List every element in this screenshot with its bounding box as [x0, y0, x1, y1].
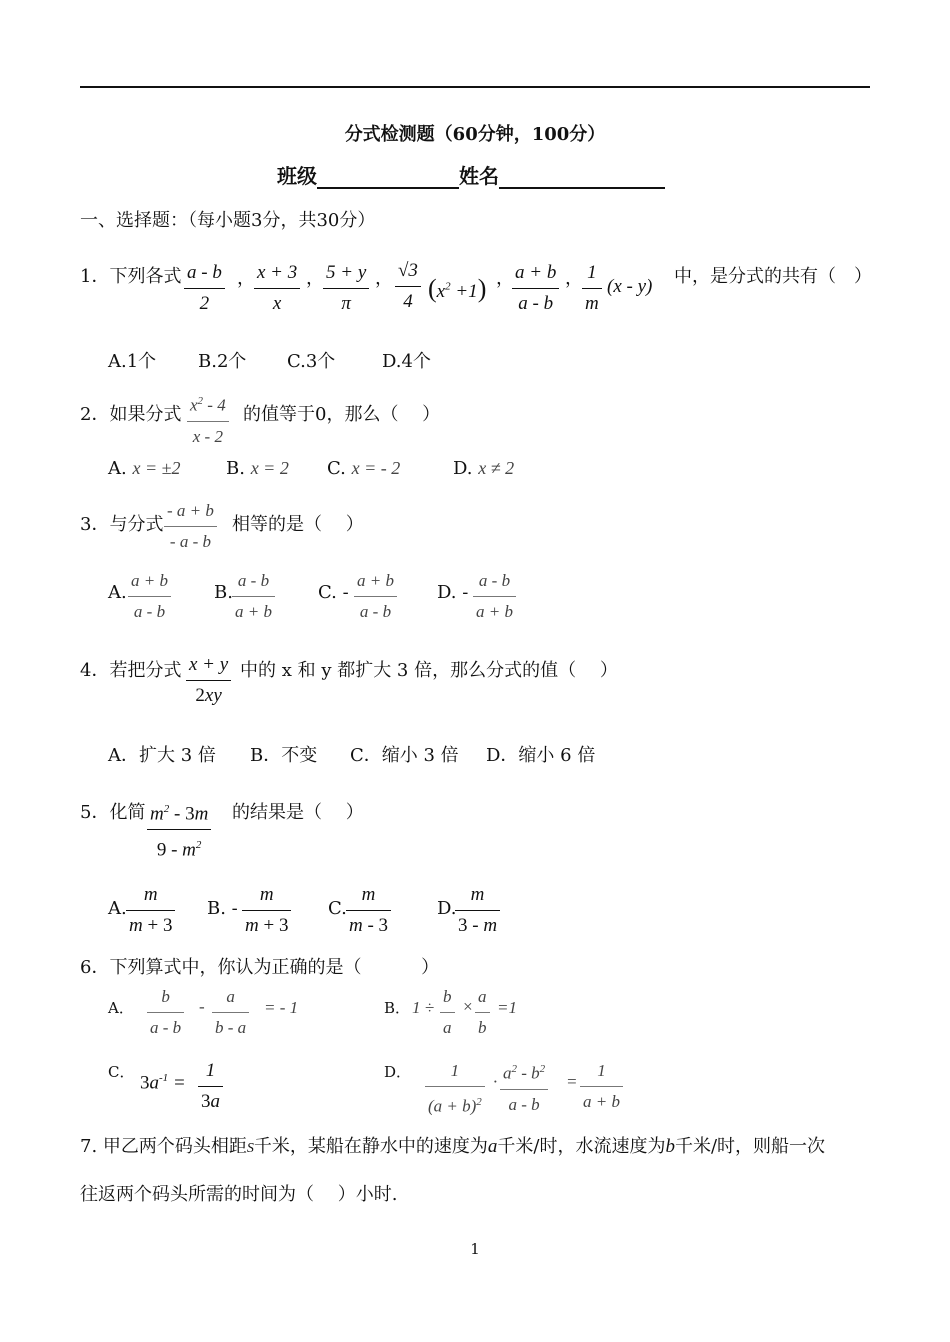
q1-expr-6: 1 m — [582, 262, 602, 315]
q6-d-frac-3: 1 a + b — [580, 1060, 623, 1113]
q6-a-frac-1: b a - b — [147, 986, 184, 1039]
dot: · — [493, 1072, 498, 1091]
q1-expr-5: a + b a - b — [512, 262, 559, 315]
q4-fraction: x + y 2xy — [186, 654, 231, 707]
q7-part: 千米/时，则船一次 — [674, 1136, 826, 1157]
q3-option-c-label[interactable]: C. - — [318, 582, 349, 603]
q6-c-lhs: $3a^{-1}$ = — [140, 1072, 186, 1094]
q2-tail: 的值等于0，那么（ ） — [243, 404, 441, 425]
q2-d-value: x ≠ 2 — [478, 458, 515, 478]
class-name-line — [277, 160, 665, 189]
option-letter: B. — [226, 458, 245, 479]
name-label: 姓名 — [459, 164, 499, 188]
q2-b-value: x = 2 — [250, 458, 289, 478]
q6-b-frac-1: b a — [440, 986, 455, 1039]
q3-option-a[interactable]: a + b a - b — [128, 570, 171, 623]
q3-option-b[interactable]: a - b a + b — [232, 570, 275, 623]
q5-option-a[interactable]: m m + 3 — [126, 884, 175, 937]
q6-option-d-label[interactable]: D． — [384, 1063, 412, 1081]
q3-tail: 相等的是（ ） — [232, 514, 364, 535]
q3-fraction: - a + b - a - b — [164, 500, 217, 553]
name-blank[interactable] — [499, 161, 665, 189]
q6-b-lead: 1 ÷ — [412, 998, 435, 1017]
q3-option-a-label[interactable]: A. — [108, 582, 127, 603]
q2-c-value: x = - 2 — [351, 458, 401, 478]
q6-option-a-label[interactable]: A． — [108, 999, 134, 1017]
q6-d-frac-1: 1 $(a + b)^2$ — [425, 1060, 485, 1118]
q4-option-a[interactable]: A．扩大 3 倍 — [108, 745, 216, 766]
option-letter: A. — [108, 458, 127, 479]
q6-b-result: =1 — [497, 998, 517, 1017]
q1-option-c[interactable]: C.3个 — [287, 351, 336, 372]
q1-stem: 1．下列各式 — [80, 266, 182, 287]
section-heading: 一、选择题：（每小题3分，共30分） — [80, 210, 376, 231]
q7-var-s: S — [246, 1141, 254, 1156]
q5-option-b[interactable]: m m + 3 — [242, 884, 291, 937]
times: × — [462, 997, 474, 1016]
comma: ， — [306, 268, 324, 289]
q4-option-c[interactable]: C．缩小 3 倍 — [350, 745, 459, 766]
q2-option-a[interactable] — [108, 458, 180, 479]
page-number: 1 — [470, 1240, 480, 1258]
q6-a-result: = - 1 — [264, 998, 299, 1017]
q2-option-b[interactable] — [226, 458, 289, 479]
q1-option-a[interactable]: A.1个 — [108, 351, 157, 372]
q6-option-b-label[interactable]: B． — [384, 999, 411, 1017]
comma: ， — [565, 268, 583, 289]
q4-option-b[interactable]: B．不变 — [250, 745, 318, 766]
q1-expr-1: a - b 2 — [184, 262, 225, 315]
q1-expr-2: x + 3 x — [254, 262, 300, 315]
q2-a-value: x = ±2 — [132, 458, 181, 478]
q7-var-b: b — [665, 1136, 675, 1157]
option-letter: D. — [453, 458, 473, 479]
q4-option-d[interactable]: D．缩小 6 倍 — [486, 745, 596, 766]
q5-option-c-label[interactable]: C. — [328, 898, 347, 919]
q2-option-d[interactable] — [453, 458, 514, 479]
q7-part: 千米，某船在静水中的速度为 — [253, 1136, 488, 1157]
minus: - — [199, 997, 205, 1016]
q6-b-frac-2: a b — [475, 986, 490, 1039]
page-title: 分式检测题（60分钟，100分） — [344, 124, 606, 145]
top-rule — [80, 86, 870, 88]
q1-tail: 中，是分式的共有（ ） — [674, 266, 872, 287]
q3-option-c[interactable]: a + b a - b — [354, 570, 397, 623]
q4-stem: 4．若把分式 — [80, 660, 182, 681]
option-letter: C. — [327, 458, 346, 479]
q1-expr-3: 5 + y π — [323, 262, 369, 315]
comma: ， — [375, 268, 393, 289]
q1-expr-4: √3 4 — [395, 260, 421, 313]
q3-stem: 3．与分式 — [80, 514, 164, 535]
q1-expr-6-paren: (x - y) — [607, 276, 653, 297]
q6-c-frac: 1 3a — [198, 1060, 223, 1113]
class-blank[interactable] — [317, 161, 459, 189]
q7-part: 千米/时，水流速度为 — [497, 1136, 666, 1157]
q3-option-b-label[interactable]: B. — [214, 582, 233, 603]
q5-tail: 的结果是（ ） — [232, 802, 364, 823]
q5-option-c[interactable]: m m - 3 — [346, 884, 391, 937]
q3-option-d-label[interactable]: D. - — [437, 582, 469, 603]
class-label: 班级 — [277, 164, 317, 188]
q3-option-d[interactable]: a - b a + b — [473, 570, 516, 623]
q6-stem: 6．下列算式中，你认为正确的是（ ） — [80, 957, 440, 978]
q7-line-2: 往返两个码头所需的时间为（ ）小时. — [80, 1184, 398, 1205]
q6-option-c-label[interactable]: C． — [108, 1063, 135, 1081]
q5-option-d[interactable]: m 3 - m — [455, 884, 500, 937]
q5-stem: 5．化简 — [80, 802, 146, 823]
q2-option-c[interactable] — [327, 458, 400, 479]
q7-part: 7. 甲乙两个码头相距 — [80, 1136, 247, 1157]
q1-option-b[interactable]: B.2个 — [198, 351, 247, 372]
q1-option-d[interactable]: D.4个 — [382, 351, 431, 372]
q6-d-frac-2: $a^2 - b^2$ a - b — [500, 1058, 548, 1116]
q5-option-b-label[interactable]: B. - — [207, 898, 238, 919]
q7-var-a: a — [487, 1136, 498, 1157]
q2-stem: 2．如果分式 — [80, 404, 182, 425]
q2-fraction: $x^2 - 4$ x - 2 — [187, 390, 229, 448]
q6-a-frac-2: a b - a — [212, 986, 249, 1039]
equals: = — [566, 1072, 578, 1091]
q5-option-d-label[interactable]: D. — [437, 898, 457, 919]
q5-option-a-label[interactable]: A. — [108, 898, 127, 919]
comma: ， — [496, 268, 514, 289]
q7-line-1 — [80, 1132, 825, 1158]
q5-fraction: $m^2 - 3m$ $9 - m^2$ — [147, 798, 211, 862]
comma: ， — [237, 268, 255, 289]
q1-expr-4-paren: $(x^2 +1)$ — [428, 274, 487, 303]
q4-tail: 中的 x 和 y 都扩大 3 倍，那么分式的值（ ） — [240, 660, 618, 681]
